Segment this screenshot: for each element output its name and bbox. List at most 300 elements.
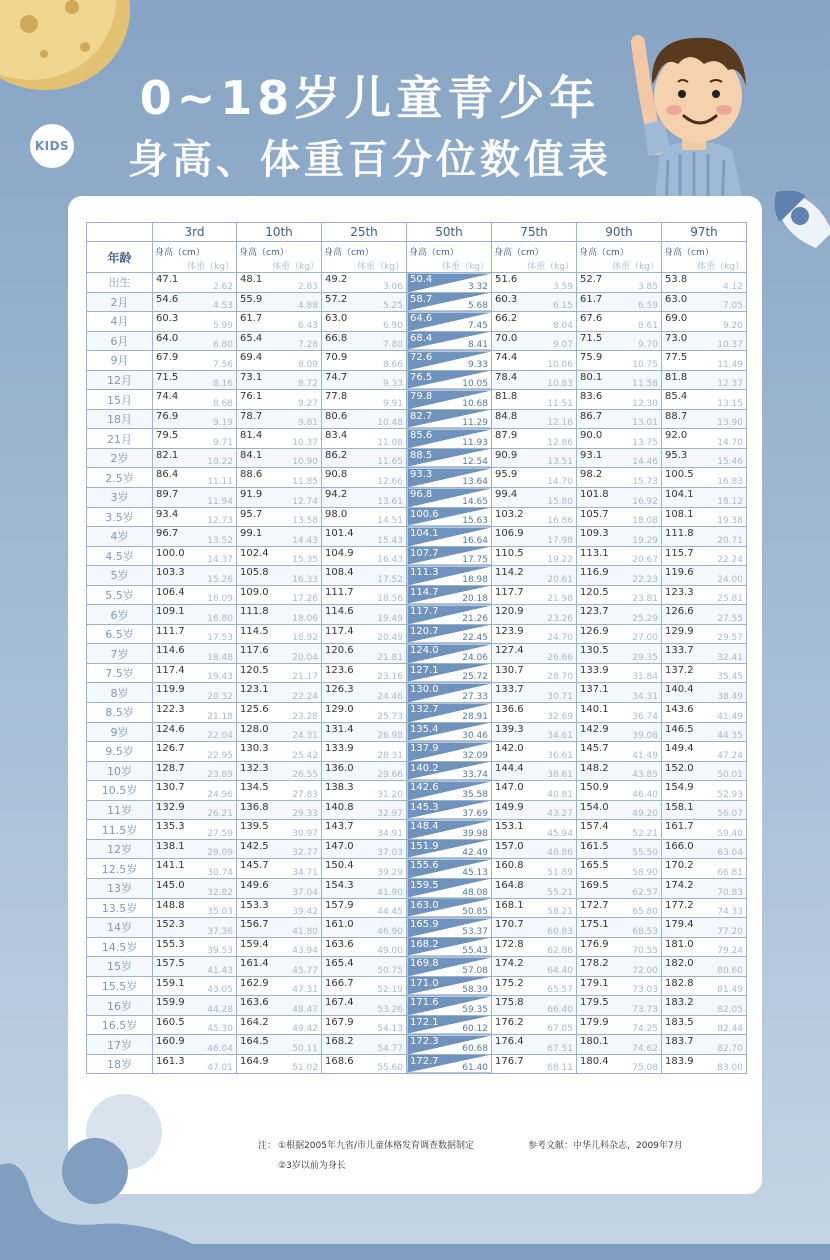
weight-value: 23.26 xyxy=(547,613,573,624)
weight-value: 14.70 xyxy=(717,437,743,448)
weight-value: 17.75 xyxy=(462,555,488,566)
height-value: 117.4 xyxy=(156,664,185,676)
value-cell xyxy=(237,1035,322,1055)
weight-value: 3.85 xyxy=(637,281,658,292)
weight-value: 45.77 xyxy=(292,965,318,976)
height-value: 123.9 xyxy=(495,625,524,637)
height-value: 167.4 xyxy=(325,997,354,1009)
height-unit-label: 身高（cm） xyxy=(155,248,205,258)
weight-value: 8.72 xyxy=(297,379,318,390)
value-cell xyxy=(407,957,492,977)
height-value: 136.8 xyxy=(240,801,269,813)
value-cell xyxy=(492,448,577,468)
weight-value: 27.59 xyxy=(207,828,233,839)
value-cell xyxy=(237,409,322,429)
age-cell: 3.5岁 xyxy=(87,507,153,527)
weight-value: 9.19 xyxy=(212,418,233,429)
height-value: 116.9 xyxy=(580,567,609,579)
value-cell xyxy=(577,292,662,312)
value-cell xyxy=(407,624,492,644)
value-cell xyxy=(662,292,747,312)
weight-value: 19.43 xyxy=(207,672,233,683)
weight-value: 41.49 xyxy=(717,711,743,722)
weight-value: 58.39 xyxy=(462,985,488,996)
height-value: 90.9 xyxy=(495,449,518,461)
height-value: 148.2 xyxy=(580,762,609,774)
age-cell: 6月 xyxy=(87,331,153,351)
weight-value: 10.75 xyxy=(632,359,658,370)
value-cell xyxy=(153,331,237,351)
height-value: 73.1 xyxy=(240,371,263,383)
weight-value: 23.81 xyxy=(632,594,658,605)
weight-value: 16.43 xyxy=(377,555,403,566)
height-value: 148.8 xyxy=(156,899,185,911)
value-cell xyxy=(577,859,662,879)
weight-value: 43.27 xyxy=(547,809,573,820)
value-cell xyxy=(407,488,492,508)
weight-value: 17.98 xyxy=(547,535,573,546)
value-cell xyxy=(407,781,492,801)
height-value: 111.8 xyxy=(665,528,694,540)
weight-value: 36.74 xyxy=(632,711,658,722)
value-cell xyxy=(577,1015,662,1035)
weight-value: 9.27 xyxy=(297,398,318,409)
value-cell xyxy=(577,683,662,703)
weight-value: 55.50 xyxy=(632,848,658,859)
height-value: 49.2 xyxy=(325,274,348,285)
value-cell xyxy=(237,292,322,312)
weight-value: 13.61 xyxy=(377,496,403,507)
height-value: 128.0 xyxy=(240,723,269,735)
table-row xyxy=(87,331,747,351)
weight-value: 26.21 xyxy=(207,809,233,820)
value-cell xyxy=(322,1054,407,1074)
value-cell xyxy=(153,488,237,508)
weight-value: 60.12 xyxy=(462,1024,488,1035)
weight-value: 12.66 xyxy=(377,477,403,488)
value-cell xyxy=(322,585,407,605)
value-cell xyxy=(577,409,662,429)
height-value: 109.3 xyxy=(580,528,609,540)
weight-value: 47.01 xyxy=(207,1063,233,1074)
height-value: 111.3 xyxy=(410,567,439,579)
weight-value: 21.17 xyxy=(292,672,318,683)
weight-value: 67.05 xyxy=(547,1024,573,1035)
height-value: 139.5 xyxy=(240,821,269,833)
weight-value: 20.49 xyxy=(377,633,403,644)
value-cell xyxy=(407,605,492,625)
percentile-table xyxy=(86,222,747,1074)
value-cell xyxy=(322,273,407,293)
height-value: 117.7 xyxy=(495,586,524,598)
height-value: 140.2 xyxy=(410,762,439,774)
weight-value: 38.61 xyxy=(547,770,573,781)
table-row xyxy=(87,370,747,390)
height-value: 134.5 xyxy=(240,782,269,794)
weight-value: 24.06 xyxy=(462,652,488,663)
weight-value: 11.85 xyxy=(292,477,318,488)
table-row xyxy=(87,996,747,1016)
weight-value: 18.56 xyxy=(377,594,403,605)
height-value: 161.0 xyxy=(325,919,354,931)
table-row xyxy=(87,683,747,703)
age-cell: 13岁 xyxy=(87,878,153,898)
height-value: 82.7 xyxy=(410,410,433,422)
weight-value: 27.55 xyxy=(717,613,743,624)
age-cell: 7岁 xyxy=(87,644,153,664)
value-cell xyxy=(662,1015,747,1035)
age-cell: 3岁 xyxy=(87,488,153,508)
weight-value: 23.16 xyxy=(377,672,403,683)
weight-value: 6.15 xyxy=(552,301,573,312)
value-cell xyxy=(492,800,577,820)
weight-value: 28.31 xyxy=(377,750,403,761)
weight-value: 11.51 xyxy=(547,398,573,409)
height-value: 77.5 xyxy=(665,352,688,364)
weight-value: 25.42 xyxy=(292,750,318,761)
value-cell xyxy=(153,703,237,723)
weight-unit-label: 体重（kg） xyxy=(697,262,744,272)
weight-value: 70.55 xyxy=(632,946,658,957)
table-row xyxy=(87,644,747,664)
value-cell xyxy=(577,644,662,664)
height-value: 160.8 xyxy=(495,860,524,872)
table-body xyxy=(87,273,747,1074)
value-cell xyxy=(322,644,407,664)
weight-value: 46.40 xyxy=(632,789,658,800)
value-cell xyxy=(322,488,407,508)
height-value: 114.7 xyxy=(410,586,439,598)
weight-value: 55.21 xyxy=(547,887,573,898)
height-value: 77.8 xyxy=(325,391,348,403)
height-value: 149.4 xyxy=(665,743,694,755)
value-cell xyxy=(577,898,662,918)
height-value: 168.2 xyxy=(410,938,439,950)
weight-value: 32.97 xyxy=(377,809,403,820)
height-value: 106.4 xyxy=(156,586,185,598)
weight-value: 5.25 xyxy=(382,301,403,312)
height-value: 80.1 xyxy=(580,371,603,383)
weight-unit-label: 体重（kg） xyxy=(272,262,319,272)
value-cell xyxy=(492,351,577,371)
height-value: 76.9 xyxy=(156,410,179,422)
height-value: 183.2 xyxy=(665,997,694,1009)
age-cell: 2.5岁 xyxy=(87,468,153,488)
value-cell xyxy=(237,957,322,977)
height-value: 153.1 xyxy=(495,821,524,833)
value-cell xyxy=(153,468,237,488)
weight-value: 29.35 xyxy=(632,652,658,663)
value-cell xyxy=(577,527,662,547)
weight-unit-label: 体重（kg） xyxy=(612,262,659,272)
height-value: 91.9 xyxy=(240,489,263,501)
weight-value: 27.83 xyxy=(292,789,318,800)
weight-value: 62.57 xyxy=(632,887,658,898)
value-cell xyxy=(407,937,492,957)
height-value: 182.8 xyxy=(665,977,694,989)
age-cell: 5.5岁 xyxy=(87,585,153,605)
value-cell xyxy=(577,957,662,977)
weight-value: 68.53 xyxy=(632,926,658,937)
height-value: 85.6 xyxy=(410,430,433,442)
height-value: 179.5 xyxy=(580,997,609,1009)
table-row xyxy=(87,976,747,996)
value-cell xyxy=(322,918,407,938)
height-value: 55.9 xyxy=(240,293,263,305)
value-cell xyxy=(153,527,237,547)
weight-value: 52.21 xyxy=(632,828,658,839)
value-cell xyxy=(662,1054,747,1074)
weight-value: 12.30 xyxy=(632,398,658,409)
height-value: 168.1 xyxy=(495,899,524,911)
value-cell xyxy=(492,937,577,957)
height-value: 87.9 xyxy=(495,430,518,442)
value-cell xyxy=(577,722,662,742)
weight-value: 22.23 xyxy=(632,574,658,585)
value-cell xyxy=(662,800,747,820)
value-cell xyxy=(322,859,407,879)
height-value: 143.6 xyxy=(665,704,694,716)
weight-value: 32.41 xyxy=(717,652,743,663)
value-cell xyxy=(237,488,322,508)
decor-circle xyxy=(62,1138,128,1204)
value-cell xyxy=(492,996,577,1016)
age-cell: 16.5岁 xyxy=(87,1015,153,1035)
value-cell xyxy=(662,703,747,723)
height-value: 88.6 xyxy=(240,469,263,481)
value-cell xyxy=(407,468,492,488)
weight-value: 30.97 xyxy=(292,828,318,839)
value-cell xyxy=(662,918,747,938)
col-header-75th: 75th xyxy=(492,223,577,242)
weight-value: 74.25 xyxy=(632,1024,658,1035)
weight-value: 12.37 xyxy=(717,379,743,390)
height-unit-label: 身高（cm） xyxy=(664,248,714,258)
height-value: 123.7 xyxy=(580,606,609,618)
weight-value: 47.31 xyxy=(292,985,318,996)
weight-value: 14.70 xyxy=(547,477,573,488)
weight-value: 58.21 xyxy=(547,907,573,918)
weight-value: 77.20 xyxy=(717,926,743,937)
height-value: 120.9 xyxy=(495,606,524,618)
table-row xyxy=(87,1035,747,1055)
weight-value: 10.83 xyxy=(547,379,573,390)
height-value: 98.2 xyxy=(580,469,603,481)
value-cell xyxy=(662,448,747,468)
age-cell: 10岁 xyxy=(87,761,153,781)
value-cell xyxy=(662,937,747,957)
height-value: 159.4 xyxy=(240,938,269,950)
weight-value: 54.13 xyxy=(377,1024,403,1035)
weight-value: 50.75 xyxy=(377,965,403,976)
value-cell xyxy=(492,1054,577,1074)
weight-value: 13.01 xyxy=(632,418,658,429)
height-value: 104.1 xyxy=(410,528,439,540)
height-value: 161.4 xyxy=(240,958,269,970)
height-value: 58.7 xyxy=(410,293,433,305)
height-value: 163.6 xyxy=(240,997,269,1009)
weight-value: 30.46 xyxy=(462,731,488,742)
height-value: 183.9 xyxy=(665,1055,694,1067)
weight-value: 42.49 xyxy=(462,848,488,859)
height-value: 89.7 xyxy=(156,489,179,501)
weight-value: 11.93 xyxy=(462,437,488,448)
height-value: 142.5 xyxy=(240,840,269,852)
value-cell xyxy=(407,585,492,605)
value-cell xyxy=(237,1015,322,1035)
value-cell xyxy=(153,898,237,918)
value-cell xyxy=(237,566,322,586)
value-cell xyxy=(492,839,577,859)
value-cell xyxy=(577,566,662,586)
value-cell xyxy=(577,468,662,488)
value-cell xyxy=(153,937,237,957)
value-cell xyxy=(407,448,492,468)
weight-value: 55.43 xyxy=(462,946,488,957)
value-cell xyxy=(153,781,237,801)
height-value: 140.8 xyxy=(325,801,354,813)
value-cell xyxy=(237,312,322,332)
height-value: 151.9 xyxy=(410,840,439,852)
weight-value: 82.05 xyxy=(717,1004,743,1015)
age-cell: 17岁 xyxy=(87,1035,153,1055)
value-cell xyxy=(322,898,407,918)
height-value: 50.4 xyxy=(410,274,433,285)
height-value: 93.4 xyxy=(156,508,179,520)
weight-value: 31.20 xyxy=(377,789,403,800)
col-header-97th: 97th xyxy=(662,223,747,242)
value-cell xyxy=(322,996,407,1016)
age-cell: 18岁 xyxy=(87,1054,153,1074)
value-cell xyxy=(492,761,577,781)
value-cell xyxy=(492,1035,577,1055)
height-value: 52.7 xyxy=(580,274,603,285)
weight-value: 7.56 xyxy=(212,359,233,370)
value-cell xyxy=(577,1054,662,1074)
weight-value: 33.74 xyxy=(462,770,488,781)
weight-value: 27.00 xyxy=(632,633,658,644)
weight-value: 35.03 xyxy=(207,907,233,918)
weight-value: 22.95 xyxy=(207,750,233,761)
weight-value: 8.68 xyxy=(212,398,233,409)
weight-value: 51.89 xyxy=(547,867,573,878)
weight-value: 47.24 xyxy=(717,750,743,761)
height-value: 133.7 xyxy=(495,684,524,696)
col-header-90th: 90th xyxy=(577,223,662,242)
weight-value: 7.05 xyxy=(722,301,743,312)
weight-value: 9.81 xyxy=(297,418,318,429)
value-cell xyxy=(492,663,577,683)
value-cell xyxy=(322,605,407,625)
unit-cell xyxy=(492,242,577,273)
value-cell xyxy=(153,839,237,859)
weight-value: 8.09 xyxy=(297,359,318,370)
value-cell xyxy=(662,820,747,840)
weight-value: 19.29 xyxy=(632,535,658,546)
weight-value: 34.71 xyxy=(292,867,318,878)
weight-value: 5.68 xyxy=(467,301,488,312)
age-cell: 出生 xyxy=(87,273,153,293)
weight-value: 46.90 xyxy=(377,926,403,937)
value-cell xyxy=(577,331,662,351)
weight-value: 20.32 xyxy=(207,692,233,703)
height-value: 99.1 xyxy=(240,528,263,540)
value-cell xyxy=(662,370,747,390)
weight-value: 14.46 xyxy=(632,457,658,468)
height-value: 164.9 xyxy=(240,1055,269,1067)
height-value: 74.7 xyxy=(325,371,348,383)
age-cell: 9岁 xyxy=(87,722,153,742)
value-cell xyxy=(662,683,747,703)
weight-value: 48.08 xyxy=(462,887,488,898)
weight-value: 34.31 xyxy=(632,692,658,703)
value-cell xyxy=(237,703,322,723)
weight-value: 61.40 xyxy=(462,1063,488,1074)
table-row xyxy=(87,859,747,879)
height-value: 168.2 xyxy=(325,1036,354,1048)
height-value: 165.5 xyxy=(580,860,609,872)
table-row xyxy=(87,409,747,429)
weight-value: 20.67 xyxy=(632,555,658,566)
value-cell xyxy=(322,683,407,703)
value-cell xyxy=(577,312,662,332)
weight-value: 27.33 xyxy=(462,692,488,703)
weight-value: 65.80 xyxy=(632,907,658,918)
value-cell xyxy=(237,370,322,390)
value-cell xyxy=(407,683,492,703)
height-value: 111.8 xyxy=(240,606,269,618)
weight-value: 60.68 xyxy=(462,1043,488,1054)
height-value: 104.1 xyxy=(665,489,694,501)
value-cell xyxy=(577,448,662,468)
title-line-2: 身高、体重百分位数值表 xyxy=(128,137,612,183)
height-value: 183.5 xyxy=(665,1016,694,1028)
value-cell xyxy=(492,527,577,547)
value-cell xyxy=(577,839,662,859)
value-cell xyxy=(662,624,747,644)
weight-value: 53.26 xyxy=(377,1004,403,1015)
height-value: 111.7 xyxy=(156,625,185,637)
height-value: 111.7 xyxy=(325,586,354,598)
weight-value: 45.13 xyxy=(462,867,488,878)
table-row xyxy=(87,1054,747,1074)
value-cell xyxy=(662,527,747,547)
weight-value: 39.08 xyxy=(632,731,658,742)
age-cell: 9.5岁 xyxy=(87,742,153,762)
weight-value: 18.08 xyxy=(632,516,658,527)
value-cell xyxy=(322,331,407,351)
value-cell xyxy=(492,273,577,293)
height-value: 165.4 xyxy=(325,958,354,970)
weight-value: 6.90 xyxy=(382,320,403,331)
age-cell: 2岁 xyxy=(87,448,153,468)
value-cell xyxy=(662,390,747,410)
height-value: 81.8 xyxy=(495,391,518,403)
table-row xyxy=(87,800,747,820)
value-cell xyxy=(492,918,577,938)
age-cell: 21月 xyxy=(87,429,153,449)
value-cell xyxy=(492,585,577,605)
weight-value: 7.28 xyxy=(297,340,318,351)
value-cell xyxy=(577,507,662,527)
height-value: 160.9 xyxy=(156,1036,185,1048)
value-cell xyxy=(153,761,237,781)
value-cell xyxy=(407,644,492,664)
footnote-2: ②3岁以前为身长 xyxy=(278,1161,346,1171)
weight-value: 45.94 xyxy=(547,828,573,839)
value-cell xyxy=(237,742,322,762)
unit-cell xyxy=(662,242,747,273)
